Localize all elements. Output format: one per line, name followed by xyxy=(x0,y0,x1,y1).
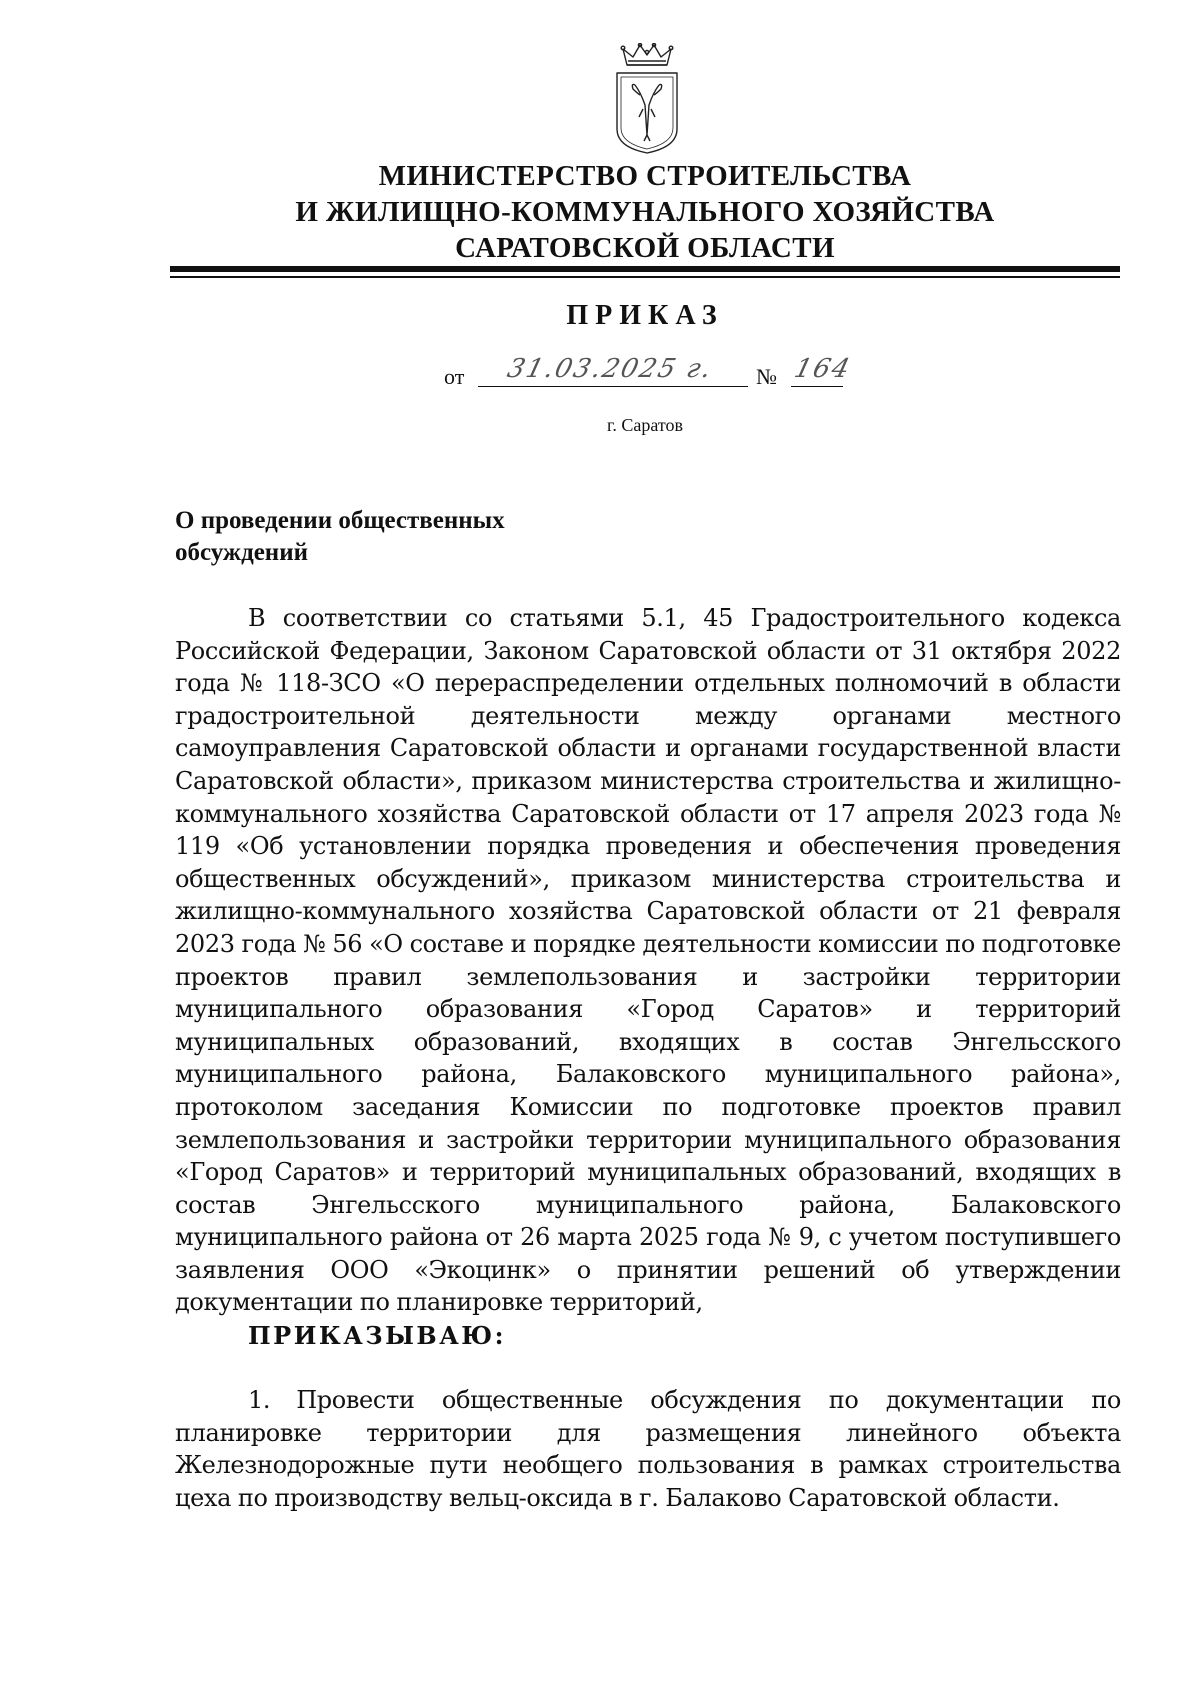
ministry-name-line-1: МИНИСТЕРСТВО СТРОИТЕЛЬСТВА xyxy=(378,160,912,192)
handwritten-number: 164 xyxy=(791,354,855,384)
ministry-name xyxy=(170,158,1120,266)
order-subject-line-2: обсуждений xyxy=(175,539,309,566)
ministry-name-line-2: И ЖИЛИЩНО-КОММУНАЛЬНОГО ХОЗЯЙСТВА xyxy=(295,196,995,228)
order-item-1 xyxy=(175,1384,1121,1514)
date-number-line xyxy=(0,354,1200,394)
number-label: № xyxy=(756,364,777,389)
order-item-number: 1. xyxy=(248,1386,271,1414)
order-subject xyxy=(175,505,505,569)
ministry-name-line-3: САРАТОВСКОЙ ОБЛАСТИ xyxy=(455,232,835,264)
document-type: ПРИКАЗ xyxy=(566,300,724,331)
date-label: от xyxy=(444,364,465,389)
header-divider-thick xyxy=(170,266,1120,272)
order-subject-line-1: О проведении общественных xyxy=(175,507,505,534)
city: г. Саратов xyxy=(607,415,683,435)
preamble-paragraph: В соответствии со статьями 5.1, 45 Градостроительного кодекса Российской Федерации, Законом Саратовской области от 31 октября 2022 года № 118-ЗСО «О перераспределении отдельных полномочий в области градостроительной деятельности между органами местного самоуправления Саратовской области и органами государственной власти Саратовской области», приказом министерства строительства и жилищно-коммунального хозяйства Саратовской области от 17 апреля 2023 года № 119 «Об установлении порядка проведения и обеспечения проведения общественных обсуждений», приказом министерства строительства и жилищно-коммунального хозяйства Саратовской области от 21 февраля 2023 года № 56 «О составе и порядке деятельности комиссии по подготовке проектов правил землепользования и застройки территории муниципального образования «Город Саратов» и территорий муниципальных образований, входящих в состав Энгельсского муниципального района, Балаковского муниципального района», протоколом заседания Комиссии по подготовке проектов правил землепользования и застройки территории муниципального образования «Город Саратов» и территорий муниципальных образований, входящих в состав Энгельсского муниципального района, Балаковского муниципального района от 26 марта 2025 года № 9, с учетом поступившего заявления ООО «Экоцинк» о принятии решений об утверждении документации по планировке территорий, xyxy=(175,604,1121,1317)
saratov-coat-of-arms-icon xyxy=(613,43,681,155)
handwritten-date: 31.03.2025 г. xyxy=(504,354,717,384)
header-divider-thin xyxy=(170,276,1120,278)
order-item-text: Провести общественные обсуждения по документации по планировке территории для размещения линейного объекта Железнодорожные пути необщего пользования в рамках строительства цеха по производству вельц-оксида в г. Балаково Саратовской области. xyxy=(175,1386,1121,1512)
date-field xyxy=(478,354,748,387)
number-field xyxy=(791,354,855,387)
order-keyword: ПРИКАЗЫВАЮ: xyxy=(248,1321,506,1350)
